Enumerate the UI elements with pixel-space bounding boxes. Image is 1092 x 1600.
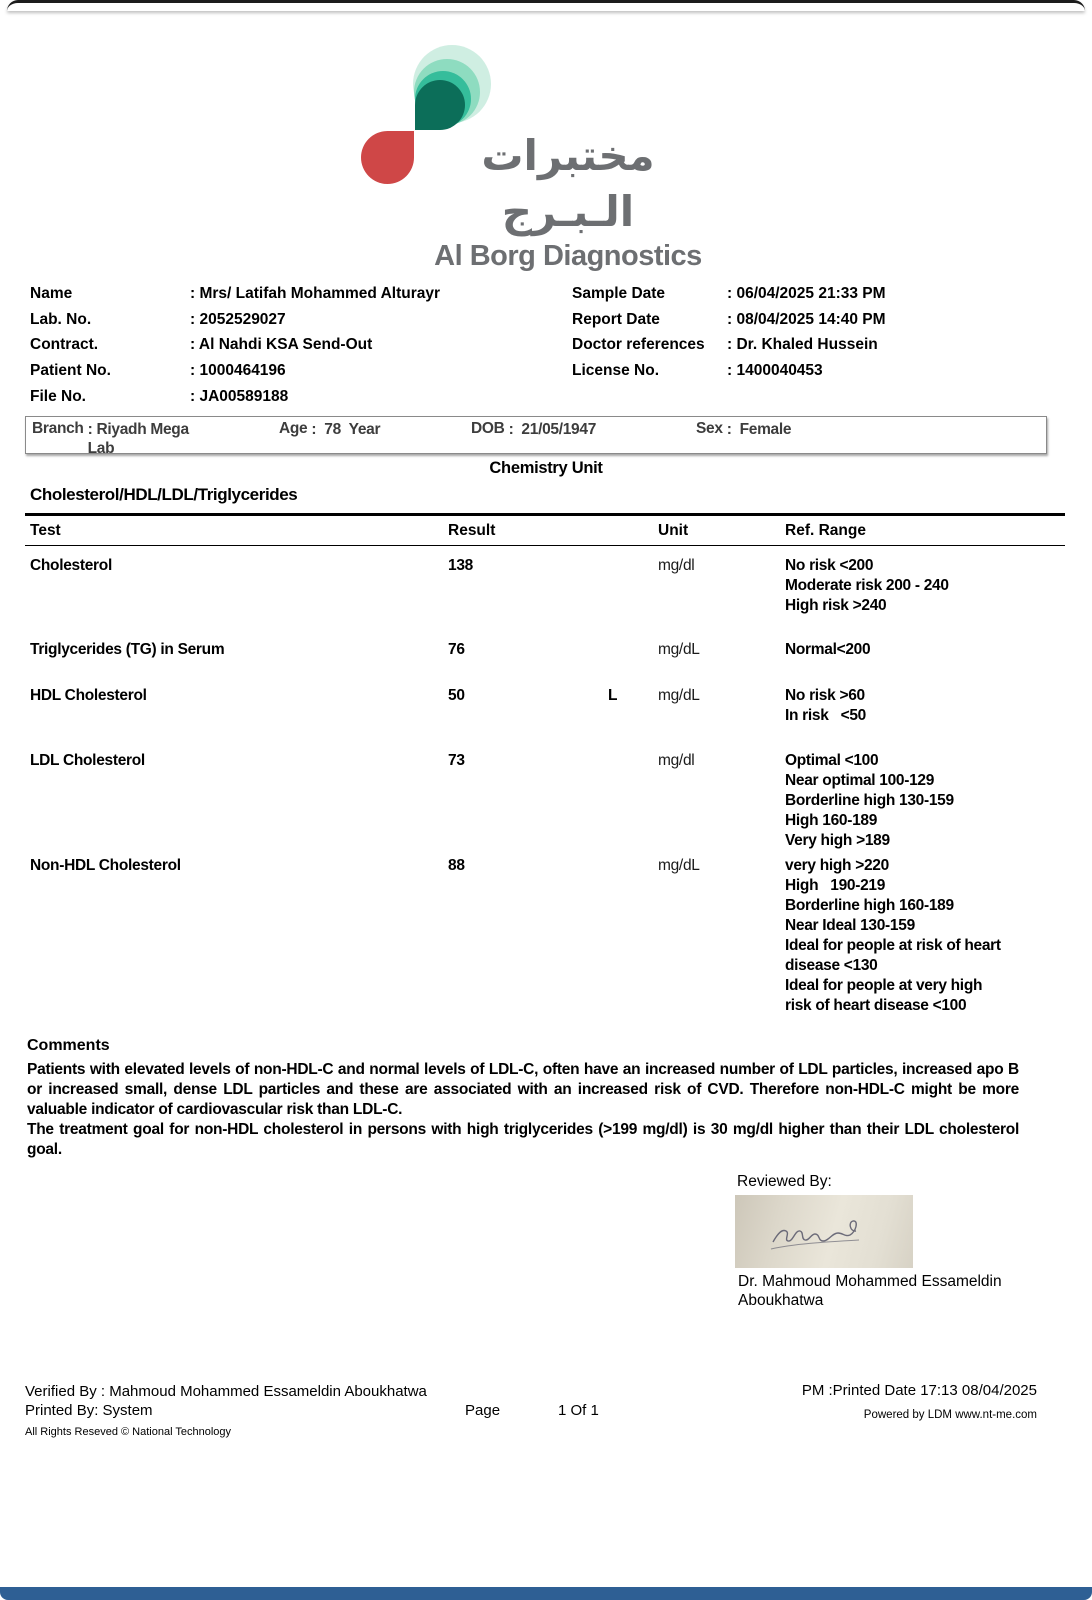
range-line: High risk >240	[785, 597, 887, 614]
rights-notice: All Rights Reseved © National Technology	[25, 1426, 232, 1438]
range-line: No risk >60	[785, 687, 865, 704]
info-label: Branch	[32, 420, 84, 437]
info-value: : Female	[726, 421, 792, 438]
header-ref-range: Ref. Range	[785, 522, 866, 539]
info-value: : 1000464196	[190, 362, 286, 380]
info-label: Name	[30, 285, 73, 302]
info-label: License No.	[572, 362, 659, 380]
info-label: Sample Date	[572, 285, 666, 302]
powered-by: Powered by LDM www.nt-me.com	[863, 1409, 1037, 1421]
info-value: : 06/04/2025 21:33 PM	[727, 285, 886, 302]
page-label: Page	[465, 1402, 501, 1419]
result-flag: L	[608, 687, 618, 704]
info-label: DOB	[471, 420, 505, 437]
info-value: : 2052529027	[190, 310, 286, 328]
info-value: : Mrs/ Latifah Mohammed Alturayr	[190, 285, 441, 302]
comment-paragraph: The treatment goal for non-HDL cholesterol in persons with high triglycerides (>199 mg/dl) is 30 mg/dl higher than their LDL cholesterol goal.	[27, 1121, 1019, 1158]
info-value: : JA00589188	[190, 387, 289, 405]
range-line: very high >220	[785, 857, 889, 874]
info-label: Patient No.	[30, 362, 111, 380]
range-line: High 160-189	[785, 812, 878, 829]
header-result: Result	[448, 522, 496, 539]
test-result: 138	[448, 557, 473, 574]
test-name: HDL Cholesterol	[30, 687, 147, 704]
verified-by: Verified By : Mahmoud Mohammed Essameldin Aboukhatwa	[25, 1383, 427, 1400]
page-number: 1 Of 1	[558, 1402, 599, 1419]
range-line: Ideal for people at risk of heart disease <130	[785, 937, 1005, 974]
test-unit: mg/dl	[658, 557, 695, 574]
test-name: LDL Cholesterol	[30, 752, 145, 769]
info-label: Report Date	[572, 310, 660, 328]
test-result: 73	[448, 752, 465, 769]
range-line: Near optimal 100-129	[785, 772, 935, 789]
test-result: 76	[448, 641, 465, 658]
info-label: Lab. No.	[30, 310, 92, 328]
printed-date: PM :Printed Date 17:13 08/04/2025	[801, 1382, 1037, 1399]
info-value: : Riyadh Mega Lab	[87, 421, 193, 457]
info-value: : 78 Year	[311, 421, 381, 438]
range-line: In risk <50	[785, 707, 866, 724]
test-unit: mg/dl	[658, 752, 695, 769]
info-label: Age	[279, 420, 308, 437]
test-name: Non-HDL Cholesterol	[30, 857, 181, 874]
info-value: : Dr. Khaled Hussein	[727, 336, 878, 354]
info-label: File No.	[30, 387, 86, 405]
info-value: : Al Nahdi KSA Send-Out	[190, 336, 373, 354]
range-line: Ideal for people at very high risk of heart disease <100	[785, 977, 987, 1014]
test-unit: mg/dL	[658, 641, 700, 658]
info-label: Sex	[696, 420, 723, 437]
test-name: Triglycerides (TG) in Serum	[30, 641, 225, 658]
window-bottom-bar	[0, 1587, 1092, 1600]
printed-by: Printed By: System	[25, 1402, 153, 1419]
info-label: Doctor references	[572, 336, 705, 354]
range-line: No risk <200	[785, 557, 874, 574]
info-value: : 08/04/2025 14:40 PM	[727, 310, 886, 328]
test-name: Cholesterol	[30, 557, 112, 574]
test-result: 88	[448, 857, 465, 874]
range-line: Normal<200	[785, 641, 871, 658]
info-value: : 1400040453	[727, 362, 823, 380]
range-line: Borderline high 160-189	[785, 897, 954, 914]
comment-paragraph: Patients with elevated levels of non-HDL-C and normal levels of LDL-C, often have an increased number of LDL particles, increased apo B or increased small, dense LDL particles and these are associated with an increased risk of CVD. Therefore non-HDL-C might be more valuable indicator of cardiovascular risk than LDL-C.	[27, 1061, 1019, 1118]
reviewing-doctor-name: Dr. Mahmoud Mohammed Essameldin Aboukhatwa	[738, 1273, 1002, 1309]
logo-english-name: Al Borg Diagnostics	[434, 240, 702, 272]
test-unit: mg/dL	[658, 687, 700, 704]
range-line: Very high >189	[785, 832, 890, 849]
unit-title: Chemistry Unit	[489, 459, 603, 477]
range-line: Moderate risk 200 - 240	[785, 577, 949, 594]
header-test: Test	[30, 522, 61, 539]
test-result: 50	[448, 687, 465, 704]
panel-title: Cholesterol/HDL/LDL/Triglycerides	[30, 485, 298, 504]
logo-arabic-name: مختبرات الـبـرج	[481, 131, 655, 236]
range-line: High 190-219	[785, 877, 886, 894]
comments-heading: Comments	[27, 1037, 110, 1054]
test-unit: mg/dL	[658, 857, 700, 874]
range-line: Optimal <100	[785, 752, 879, 769]
info-value: : 21/05/1947	[508, 421, 597, 438]
range-line: Borderline high 130-159	[785, 792, 954, 809]
header-unit: Unit	[658, 522, 689, 539]
reviewed-by-label: Reviewed By:	[737, 1173, 832, 1190]
info-label: Contract.	[30, 336, 99, 354]
range-line: Near Ideal 130-159	[785, 917, 915, 934]
